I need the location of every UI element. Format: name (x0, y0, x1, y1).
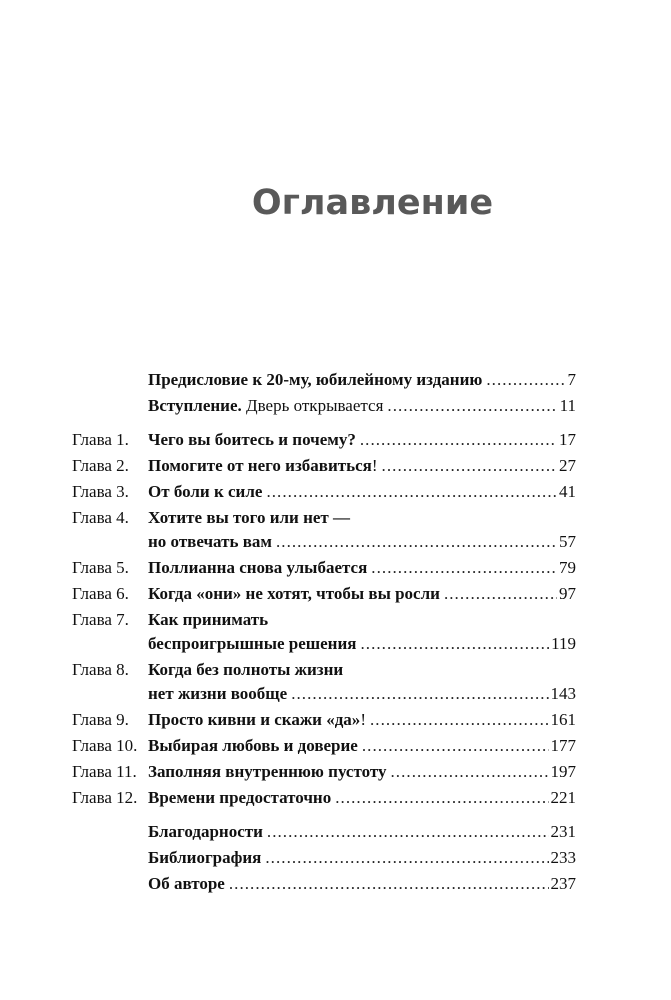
toc-entry-chapter-6[interactable] (72, 582, 576, 606)
chapter-label: Глава 6. (72, 584, 129, 603)
chapter-label: Глава 7. (72, 610, 129, 629)
leader-dots (382, 454, 557, 478)
toc-entry-title: Чего вы боитесь и почему? (148, 430, 356, 449)
toc-entry-title: Заполняя внутреннюю пустоту (148, 762, 387, 781)
toc-entry-title: Предисловие к 20-му, юбилейному изданию (148, 370, 483, 389)
chapter-label: Глава 11. (72, 762, 137, 781)
chapter-label: Глава 10. (72, 736, 138, 755)
toc-page-number: 221 (550, 788, 576, 807)
leader-dots (335, 786, 548, 810)
toc-entry-text (148, 454, 378, 478)
leader-dots (276, 530, 557, 554)
toc-page-number: 79 (559, 558, 576, 577)
toc-page-number: 197 (550, 762, 576, 781)
toc-entry-chapter-8[interactable] (72, 658, 576, 706)
toc-entry-title: Как принимать (148, 610, 269, 629)
leader-dots (291, 682, 548, 706)
toc-entry-title: Благодарности (148, 822, 263, 841)
chapter-label: Глава 2. (72, 456, 129, 475)
toc-entry-bibliography[interactable] (72, 846, 576, 870)
toc-entry-title: Хотите вы того или нет — (148, 508, 351, 527)
chapter-label: Глава 3. (72, 482, 129, 501)
toc-entry-title: Об авторе (148, 874, 225, 893)
toc-entry-chapter-2[interactable] (72, 454, 576, 478)
toc-entry-acknowledgements[interactable] (72, 820, 576, 844)
leader-dots (266, 480, 557, 504)
toc-page-number: 57 (559, 532, 576, 551)
chapter-label: Глава 12. (72, 788, 138, 807)
toc-entry-chapter-3[interactable] (72, 480, 576, 504)
chapter-label: Глава 5. (72, 558, 129, 577)
toc-entry-chapter-9[interactable] (72, 708, 576, 732)
toc-page-number: 27 (559, 456, 576, 475)
chapter-label: Глава 9. (72, 710, 129, 729)
leader-dots (265, 846, 548, 870)
leader-dots (370, 708, 549, 732)
toc-entry-title: Выбирая любовь и доверие (148, 736, 358, 755)
toc-page-number: 119 (551, 634, 576, 653)
chapter-label: Глава 4. (72, 508, 129, 527)
toc-entry-title: Поллианна снова улыбается (148, 558, 368, 577)
toc-entry-title: Вступление. (148, 396, 242, 415)
leader-dots (360, 428, 557, 452)
toc-entry-title-line2: нет жизни вообще (148, 684, 288, 703)
toc-entry-subtitle: Дверь открывается (241, 396, 384, 415)
toc-entry-chapter-1[interactable] (72, 428, 576, 452)
toc-entry-chapter-12[interactable] (72, 786, 576, 810)
page-title: Оглавление (251, 183, 494, 223)
toc-entry-title: Библиография (148, 848, 262, 867)
toc-entry-introduction[interactable] (72, 394, 576, 418)
toc-entry-about-author[interactable] (72, 872, 576, 896)
leader-dots (486, 368, 565, 392)
toc-page-number: 17 (559, 430, 576, 449)
toc-entry-title: Времени предостаточно (148, 788, 332, 807)
toc-entry-text (148, 708, 366, 732)
toc-page-number: 7 (567, 370, 576, 389)
toc-page-number: 41 (559, 482, 576, 501)
toc-entry-chapter-5[interactable] (72, 556, 576, 580)
leader-dots (371, 556, 557, 580)
leader-dots (267, 820, 549, 844)
toc-entry-subtitle: ! (371, 456, 378, 475)
toc-page-number: 177 (550, 736, 576, 755)
toc-entry-chapter-10[interactable] (72, 734, 576, 758)
toc-entry-preface[interactable] (72, 368, 576, 392)
leader-dots (391, 760, 549, 784)
toc-entry-chapter-4[interactable] (72, 506, 576, 554)
toc-page-number: 237 (550, 874, 576, 893)
toc-entry-subtitle: ! (360, 710, 366, 729)
toc-page-number: 231 (550, 822, 576, 841)
toc-page-number: 143 (550, 684, 576, 703)
toc-entry-text (148, 394, 383, 418)
table-of-contents (72, 368, 576, 898)
leader-dots (362, 734, 549, 758)
chapter-label: Глава 1. (72, 430, 129, 449)
leader-dots (387, 394, 557, 418)
toc-entry-chapter-11[interactable] (72, 760, 576, 784)
toc-page-number: 161 (550, 710, 576, 729)
toc-entry-title: Когда «они» не хотят, чтобы вы росли (148, 584, 440, 603)
leader-dots (229, 872, 549, 896)
leader-dots (444, 582, 557, 606)
toc-entry-chapter-7[interactable] (72, 608, 576, 656)
toc-page-number: 97 (559, 584, 576, 603)
toc-entry-title: Помогите от него избавиться (148, 456, 372, 475)
toc-entry-title: Когда без полноты жизни (148, 660, 344, 679)
chapter-label: Глава 8. (72, 660, 129, 679)
toc-entry-title-line2: беспроигрышные решения (148, 634, 357, 653)
toc-entry-title-line2: но отвечать вам (148, 532, 272, 551)
toc-entry-title: От боли к силе (148, 482, 263, 501)
toc-page-number: 233 (550, 848, 576, 867)
toc-entry-title: Просто кивни и скажи «да» (148, 710, 361, 729)
toc-page-number: 11 (559, 396, 576, 415)
leader-dots (360, 632, 549, 656)
